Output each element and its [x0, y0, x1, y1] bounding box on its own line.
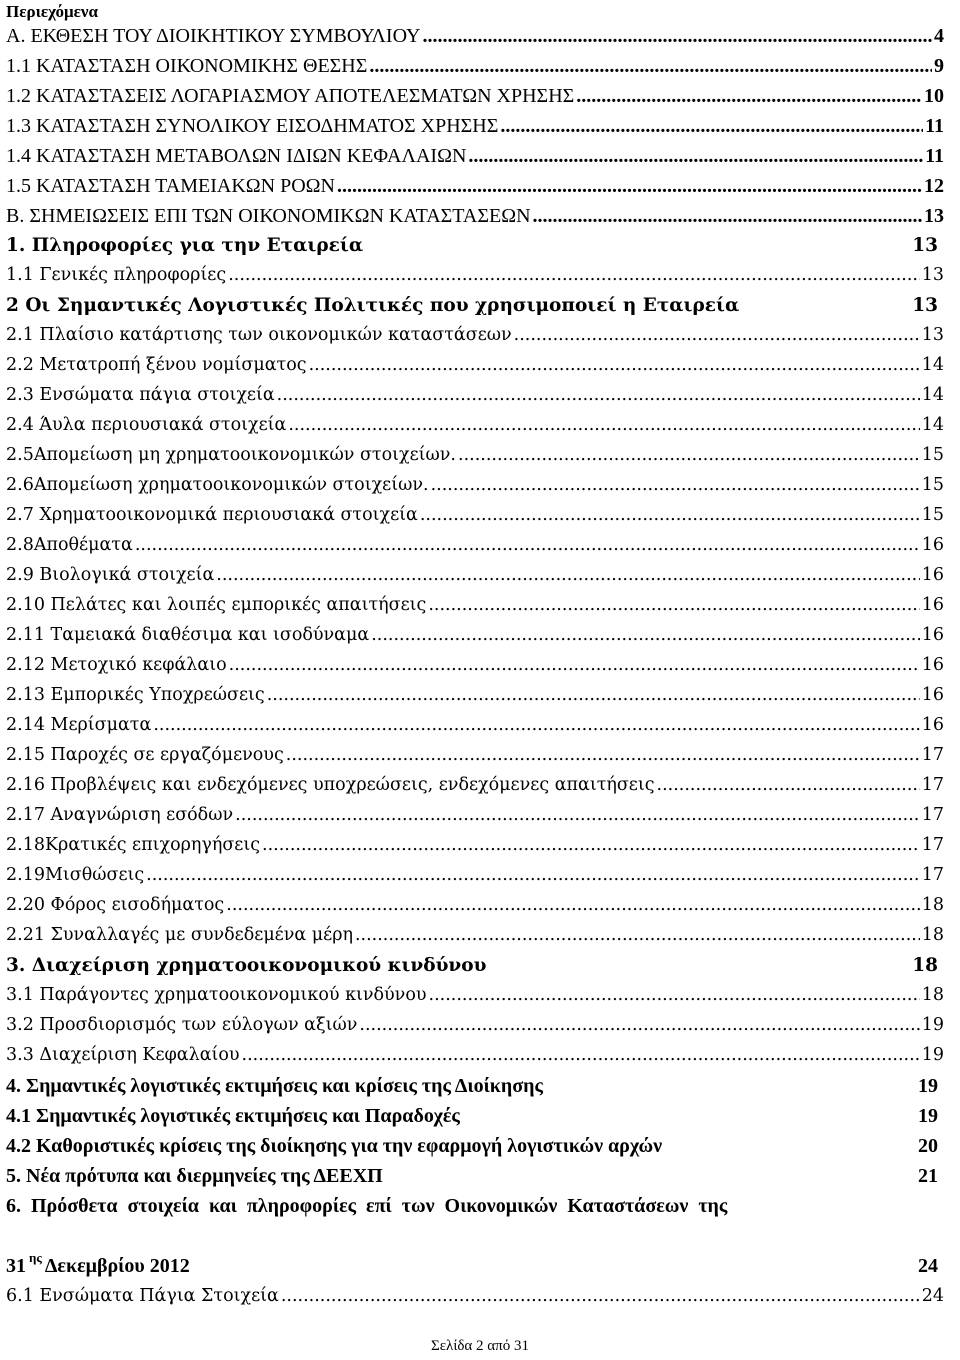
toc-entry-label: 2.14 Μερίσματα: [6, 715, 152, 735]
toc-entry-page: 13: [912, 295, 938, 316]
toc-entry[interactable]: [6, 325, 944, 355]
toc-heading: Περιεχόμενα: [6, 2, 98, 21]
toc-entry[interactable]: [6, 265, 944, 295]
toc-leader: [235, 805, 920, 825]
toc-entry-label: 4.2 Καθοριστικές κρίσεις της διοίκησης για την εφαρμογή λογιστικών αρχών: [6, 1135, 663, 1157]
toc-entry-page: 20: [918, 1135, 938, 1157]
toc-entry-page: 16: [921, 565, 944, 585]
toc-entry-page: 17: [921, 745, 944, 765]
toc-entry-page: 14: [921, 385, 944, 405]
toc-leader: [228, 265, 920, 285]
toc-entry-label: 2.4 Άυλα περιουσιακά στοιχεία: [6, 415, 287, 435]
toc-entry[interactable]: [6, 1015, 944, 1045]
toc-entry-page: 17: [921, 865, 944, 885]
toc-entry-page: 19: [921, 1015, 944, 1035]
toc-entry-page: 21: [918, 1165, 938, 1187]
toc-entry-label-day: 31: [6, 1255, 26, 1277]
toc-leader: [431, 475, 920, 495]
toc-entry-page: 16: [921, 535, 944, 555]
toc-entry-page: 18: [921, 925, 944, 945]
toc-entry-page: 10: [924, 85, 944, 107]
toc-entry-page: 19: [918, 1105, 938, 1127]
toc-entry[interactable]: [6, 1286, 944, 1316]
toc-leader: [514, 325, 920, 345]
toc-leader: [576, 85, 922, 108]
toc-leader: [420, 505, 920, 525]
toc-entry-label: Α. ΕΚΘΕΣΗ ΤΟΥ ΔΙΟΙΚΗΤΙΚΟΥ ΣΥΜΒΟΥΛΙΟΥ: [6, 25, 421, 47]
toc-leader: [429, 985, 920, 1005]
toc-entry[interactable]: [6, 1045, 944, 1075]
toc-entry-label: 3.1 Παράγοντες χρηματοοικονομικού κινδύνου: [6, 985, 427, 1005]
toc-entry-label: 2.5Απομείωση μη χρηματοοικονομικών στοιχείων.: [6, 445, 456, 465]
toc-entry-page: 13: [921, 325, 944, 345]
toc-entry-label: 4. Σημαντικές λογιστικές εκτιμήσεις και κρίσεις της Διοίκησης: [6, 1075, 543, 1097]
toc-entry-page: 19: [921, 1045, 944, 1065]
toc-entry-page: 15: [921, 505, 944, 525]
toc-entry-page: 4: [934, 25, 944, 47]
toc-entry[interactable]: [6, 415, 944, 445]
toc-entry[interactable]: [6, 715, 944, 745]
toc-entry[interactable]: [6, 85, 944, 115]
toc-leader: [288, 415, 919, 435]
toc-leader: [657, 775, 920, 795]
toc-entry-label: 1.5 ΚΑΤΑΣΤΑΣΗ ΤΑΜΕΙΑΚΩΝ ΡΟΩΝ: [6, 175, 335, 197]
toc-entry-page: 16: [921, 685, 944, 705]
toc-leader: [468, 145, 923, 168]
toc-leader: [262, 835, 920, 855]
toc-entry-label: Β. ΣΗΜΕΙΩΣΕΙΣ ΕΠΙ ΤΩΝ ΟΙΚΟΝΟΜΙΚΩΝ ΚΑΤΑΣΤΑΣΕΩΝ: [6, 205, 531, 227]
toc-entry[interactable]: [6, 775, 944, 805]
toc-leader: [369, 55, 932, 78]
toc-entry[interactable]: [6, 1105, 944, 1135]
toc-entry-label-month: Δεκεμβρίου 2012: [44, 1255, 190, 1277]
toc-leader: [500, 115, 923, 138]
toc-entry-page: 13: [912, 235, 938, 256]
page-footer: Σελίδα 2 από 31: [431, 1338, 529, 1354]
toc-entry-page: 18: [921, 895, 944, 915]
toc-entry[interactable]: [6, 955, 944, 985]
toc-leader: [371, 625, 920, 645]
toc-entry[interactable]: [6, 595, 944, 625]
toc-entry-page: 17: [921, 805, 944, 825]
toc-entry-label: 2.1 Πλαίσιο κατάρτισης των οικονομικών καταστάσεων: [6, 325, 512, 345]
toc-entry-label: 3. Διαχείριση χρηματοοικονομικού κινδύνου: [6, 955, 487, 976]
toc-entry-label: 2.3 Ενσώματα πάγια στοιχεία: [6, 385, 275, 405]
toc-entry[interactable]: [6, 835, 944, 865]
toc-entry[interactable]: [6, 655, 944, 685]
toc-entry[interactable]: [6, 175, 944, 205]
toc-entry-label: 2.2 Μετατροπή ξένου νομίσματος: [6, 355, 307, 375]
toc-entry[interactable]: [6, 865, 944, 895]
toc-entry-page: 11: [925, 115, 944, 137]
toc-entry-label: 2.19Μισθώσεις: [6, 865, 145, 885]
toc-entry-page: 13: [924, 205, 944, 227]
toc-entry[interactable]: [6, 25, 944, 55]
toc-leader: [242, 1045, 920, 1065]
toc-entry-page: 12: [924, 175, 944, 197]
toc-entry-page: 16: [921, 655, 944, 675]
toc-entry-page: 24: [921, 1286, 944, 1306]
toc-entry-label: 1.4 ΚΑΤΑΣΤΑΣΗ ΜΕΤΑΒΟΛΩΝ ΙΔΙΩΝ ΚΕΦΑΛΑΙΩΝ: [6, 145, 467, 167]
toc-entry-label: 2.20 Φόρος εισοδήματος: [6, 895, 225, 915]
toc-entry[interactable]: [6, 475, 944, 505]
toc-entry-label: 1.1 ΚΑΤΑΣΤΑΣΗ ΟΙΚΟΝΟΜΙΚΗΣ ΘΕΣΗΣ: [6, 55, 368, 77]
toc-entry-label: 2.21 Συναλλαγές με συνδεδεμένα μέρη: [6, 925, 353, 945]
toc-entry-page: 17: [921, 775, 944, 795]
toc-entry[interactable]: [6, 235, 944, 265]
toc-leader: [422, 25, 932, 48]
toc-entry-page: 15: [921, 475, 944, 495]
toc-entry[interactable]: [6, 205, 944, 235]
toc-entry-label: 2.12 Μετοχικό κεφάλαιο: [6, 655, 227, 675]
toc-leader: [359, 1015, 919, 1035]
toc-entry[interactable]: [6, 685, 944, 715]
toc-entry[interactable]: [6, 745, 944, 775]
toc-entry-label: 2.8Αποθέματα: [6, 535, 133, 555]
toc-entry-page: 11: [925, 145, 944, 167]
toc-entry-page: 16: [921, 715, 944, 735]
toc-entry[interactable]: [6, 445, 944, 475]
toc-entry-page: 16: [921, 625, 944, 645]
toc-entry-label: 2.13 Εμπορικές Υποχρεώσεις: [6, 685, 265, 705]
toc-entry-label: 1.2 ΚΑΤΑΣΤΑΣΕΙΣ ΛΟΓΑΡΙΑΣΜΟΥ ΑΠΟΤΕΛΕΣΜΑΤΩΝ ΧΡΗΣΗΣ: [6, 85, 575, 107]
toc-leader: [337, 175, 922, 198]
toc-entry[interactable]: [6, 625, 944, 655]
toc-entry-page: 24: [918, 1255, 938, 1277]
toc-entry-page: 19: [918, 1075, 938, 1097]
toc-entry-page: 16: [921, 595, 944, 615]
toc-leader: [428, 595, 919, 615]
toc-entry[interactable]: [6, 1250, 944, 1280]
toc-entry-page: 13: [921, 265, 944, 285]
toc-entry-label: 2.16 Προβλέψεις και ενδεχόμενες υποχρεώσεις, ενδεχόμενες απαιτήσεις: [6, 775, 655, 795]
toc-leader: [458, 445, 920, 465]
toc-entry-page: 18: [921, 985, 944, 1005]
toc-entry-label: 2 Οι Σημαντικές Λογιστικές Πολιτικές που χρησιμοποιεί η Εταιρεία: [6, 295, 740, 316]
toc-leader: [533, 205, 922, 228]
toc-leader: [135, 535, 920, 555]
toc-entry[interactable]: [6, 145, 944, 175]
toc-entry[interactable]: [6, 925, 944, 955]
toc-entry-label: 1. Πληροφορίες για την Εταιρεία: [6, 235, 364, 256]
toc-leader: [286, 745, 920, 765]
toc-entry-page: 14: [921, 415, 944, 435]
toc-entry[interactable]: [6, 805, 944, 835]
toc-entry[interactable]: [6, 985, 944, 1015]
toc-entry-label: 5. Νέα πρότυπα και διερμηνείες της ΔΕΕΧΠ: [6, 1165, 383, 1187]
toc-entry-label: 3.2 Προσδιορισμός των εύλογων αξιών: [6, 1015, 358, 1035]
toc-leader: [267, 685, 920, 705]
toc-entry[interactable]: [6, 385, 944, 415]
toc-entry-label: 2.9 Βιολογικά στοιχεία: [6, 565, 215, 585]
toc-entry[interactable]: [6, 1075, 944, 1105]
toc-entry[interactable]: [6, 895, 944, 925]
toc-leader: [153, 715, 919, 735]
toc-leader: [355, 925, 920, 945]
toc-entry-label: 4.1 Σημαντικές λογιστικές εκτιμήσεις και Παραδοχές: [6, 1105, 460, 1127]
toc-leader: [226, 895, 919, 915]
toc-entry-label: 1.3 ΚΑΤΑΣΤΑΣΗ ΣΥΝΟΛΙΚΟΥ ΕΙΣΟΔΗΜΑΤΟΣ ΧΡΗΣΗΣ: [6, 115, 499, 137]
toc-entry-label: [6, 1250, 190, 1278]
toc-entry-page: 9: [934, 55, 944, 77]
toc-leader: [216, 565, 919, 585]
toc-entry[interactable]: [6, 1165, 944, 1195]
toc-entry[interactable]: [6, 115, 944, 145]
toc-entry[interactable]: [6, 535, 944, 565]
toc-entry-page: 17: [921, 835, 944, 855]
toc-entry[interactable]: [6, 505, 944, 535]
toc-entry-page: 18: [912, 955, 938, 976]
toc-entry-label: 2.6Απομείωση χρηματοοικονομικών στοιχείων.: [6, 475, 429, 495]
toc-entry-label: 2.10 Πελάτες και λοιπές εμπορικές απαιτήσεις: [6, 595, 427, 615]
toc-entry-label: 2.18Κρατικές επιχορηγήσεις: [6, 835, 261, 855]
toc-entry[interactable]: [6, 565, 944, 595]
toc-entry-label: 3.3 Διαχείριση Κεφαλαίου: [6, 1045, 240, 1065]
toc-entry-label: 2.15 Παροχές σε εργαζόμενους: [6, 745, 284, 765]
toc-leader: [281, 1286, 920, 1306]
toc-entry-label: 2.11 Ταμειακά διαθέσιμα και ισοδύναμα: [6, 625, 370, 645]
toc-leader: [309, 355, 920, 375]
toc-leader: [146, 865, 920, 885]
toc-entry-label: 6. Πρόσθετα στοιχεία και πληροφορίες επί των Οικονομικών Καταστάσεων της: [6, 1195, 728, 1217]
toc-entry[interactable]: [6, 55, 944, 85]
toc-leader: [277, 385, 920, 405]
toc-entry-label-suffix: ης: [29, 1250, 42, 1265]
toc-entry[interactable]: [6, 1195, 956, 1225]
toc-entry-label: 6.1 Ενσώματα Πάγια Στοιχεία: [6, 1286, 279, 1306]
toc-entry[interactable]: [6, 355, 944, 385]
toc-entry[interactable]: [6, 1135, 944, 1165]
toc-entry-page: 14: [921, 355, 944, 375]
toc-entry-page: 15: [921, 445, 944, 465]
toc-entry-label: 1.1 Γενικές πληροφορίες: [6, 265, 227, 285]
toc-leader: [229, 655, 920, 675]
toc-entry[interactable]: [6, 295, 944, 325]
toc-entry-label: 2.17 Αναγνώριση εσόδων: [6, 805, 234, 825]
toc-entry-label: 2.7 Χρηματοοικονομικά περιουσιακά στοιχεία: [6, 505, 418, 525]
